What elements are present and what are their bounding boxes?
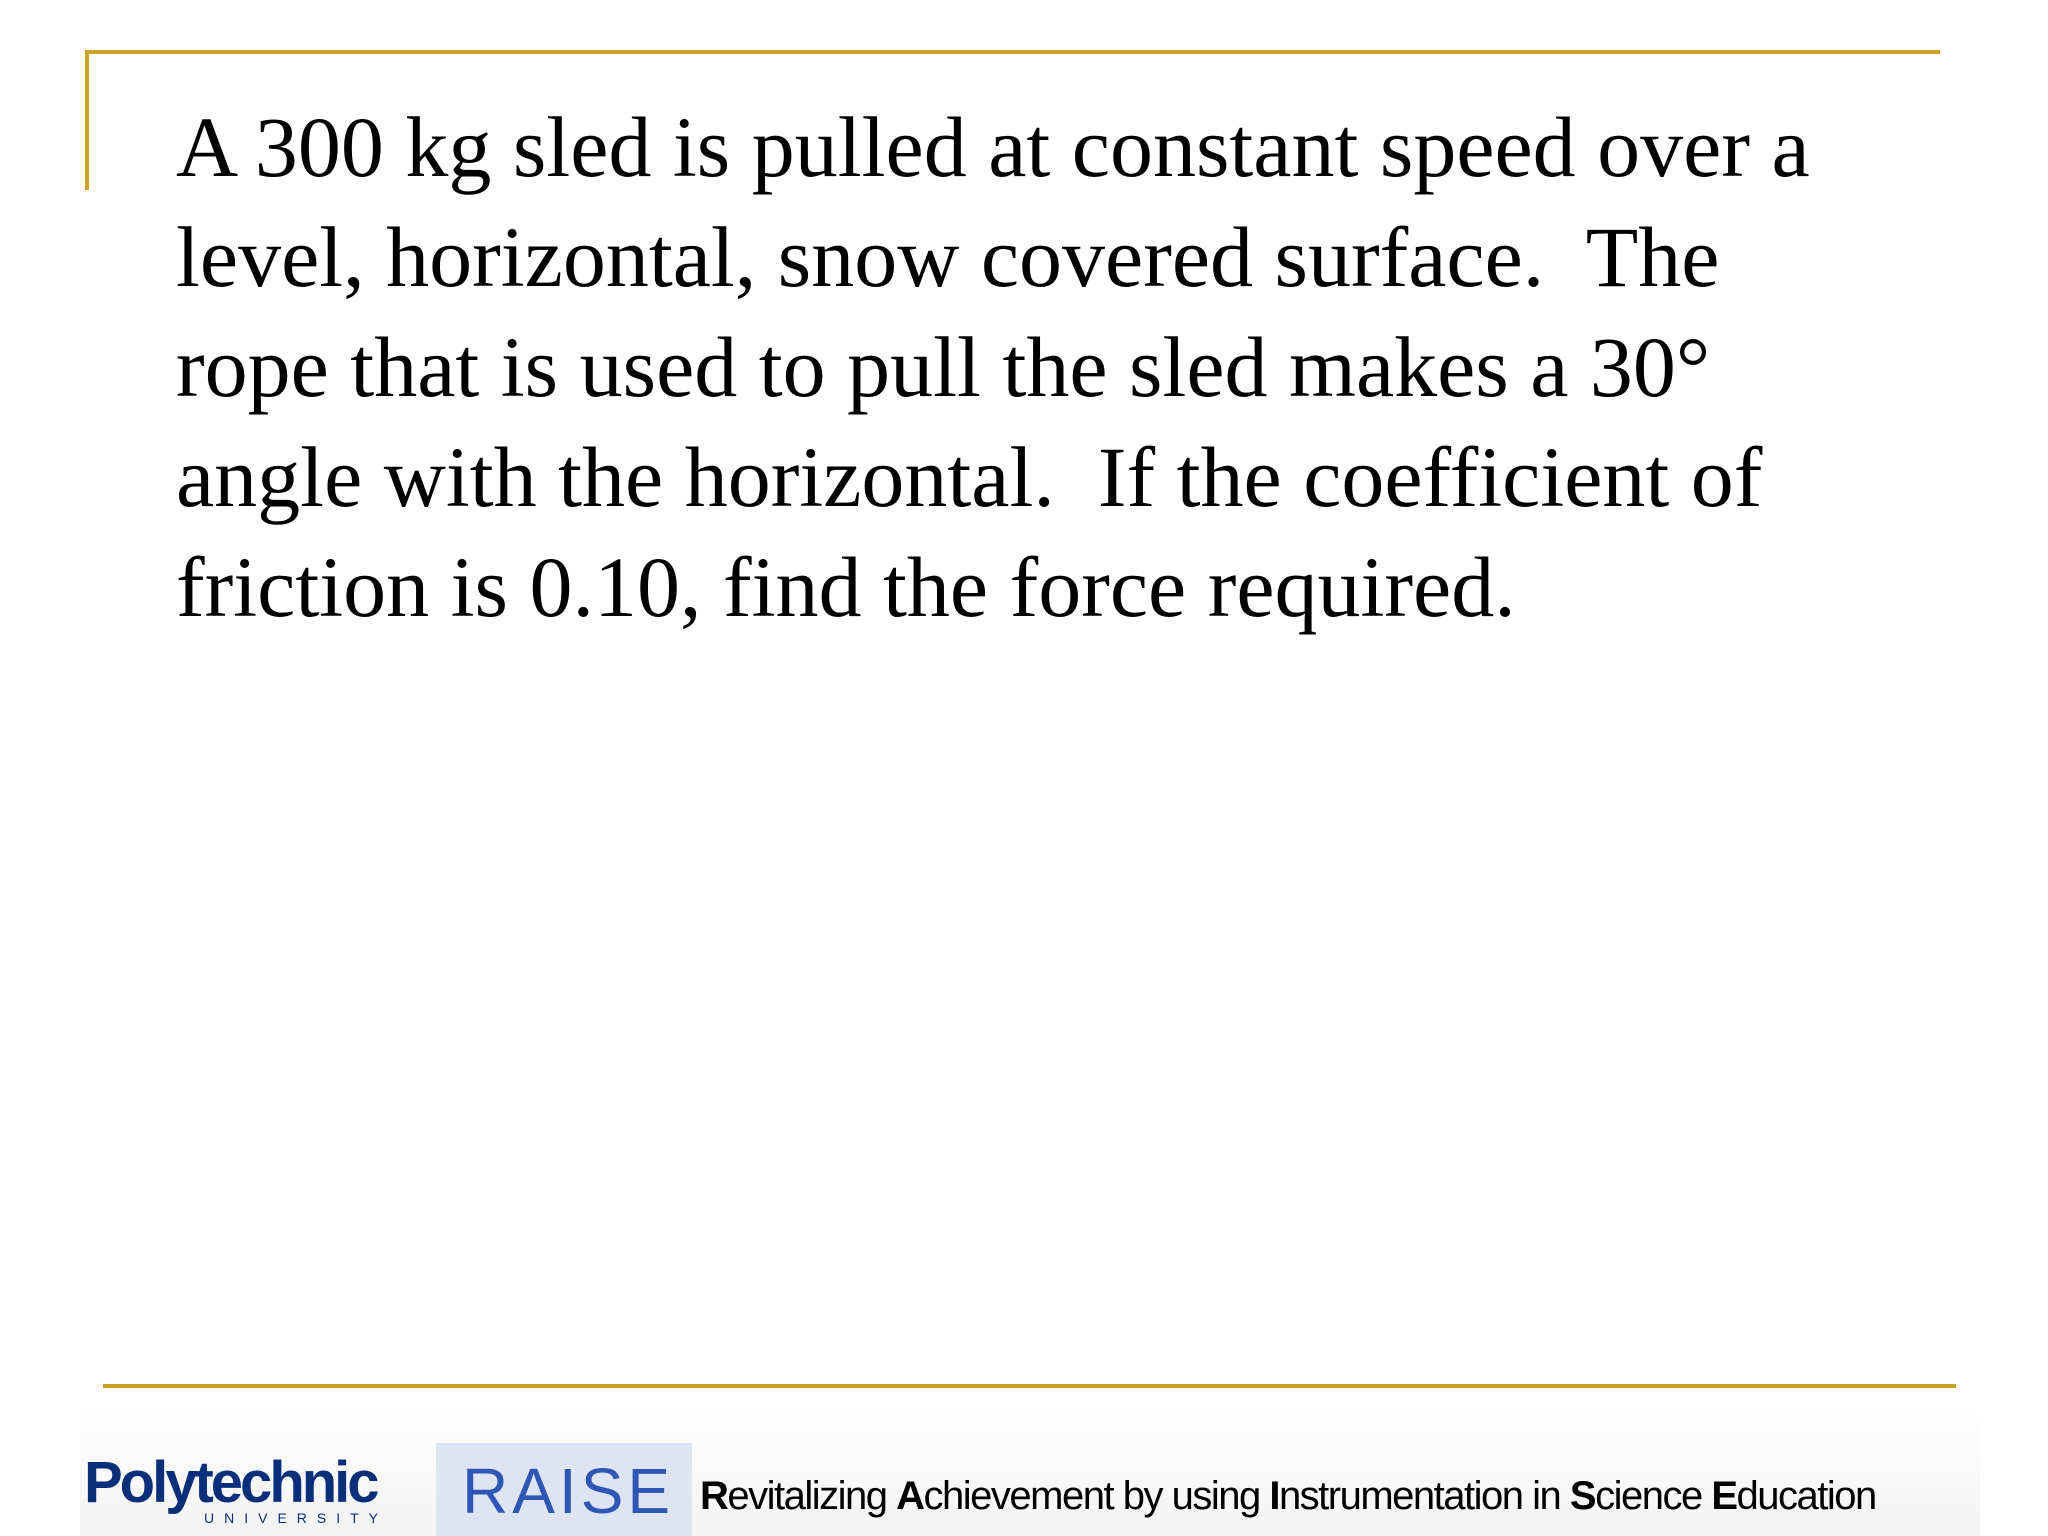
problem-line: A 300 kg sled is pulled at constant speed over a: [176, 99, 1810, 195]
raise-label: RAISE: [462, 1455, 675, 1527]
tagline-word: ducation: [1736, 1474, 1876, 1518]
left-rule: [85, 50, 89, 190]
tagline-initial: S: [1569, 1474, 1596, 1518]
tagline-initial: R: [700, 1474, 728, 1518]
top-rule: [85, 50, 1940, 54]
bottom-rule: [103, 1384, 1956, 1388]
tagline-initial: I: [1269, 1474, 1279, 1518]
problem-line: angle with the horizontal. If the coefficient of: [176, 429, 1763, 525]
tagline-word: chievement by using: [923, 1474, 1270, 1518]
tagline-initial: A: [896, 1474, 924, 1518]
polytechnic-logo: [84, 1452, 416, 1532]
raise-logo: [436, 1443, 692, 1536]
problem-line: friction is 0.10, find the force required.: [176, 539, 1516, 635]
raise-tagline: [700, 1473, 1876, 1519]
tagline-word: nstrumentation in: [1278, 1474, 1570, 1518]
tagline-word: cience: [1595, 1474, 1712, 1518]
polytechnic-name: Polytechnic: [84, 1450, 377, 1515]
problem-line: rope that is used to pull the sled makes a 30°: [176, 319, 1711, 415]
tagline-word: evitalizing: [727, 1474, 897, 1518]
tagline-initial: E: [1711, 1474, 1737, 1518]
polytechnic-subtitle: UNIVERSITY: [204, 1510, 389, 1526]
problem-statement: [176, 92, 1916, 642]
problem-line: level, horizontal, snow covered surface. The: [176, 209, 1720, 305]
